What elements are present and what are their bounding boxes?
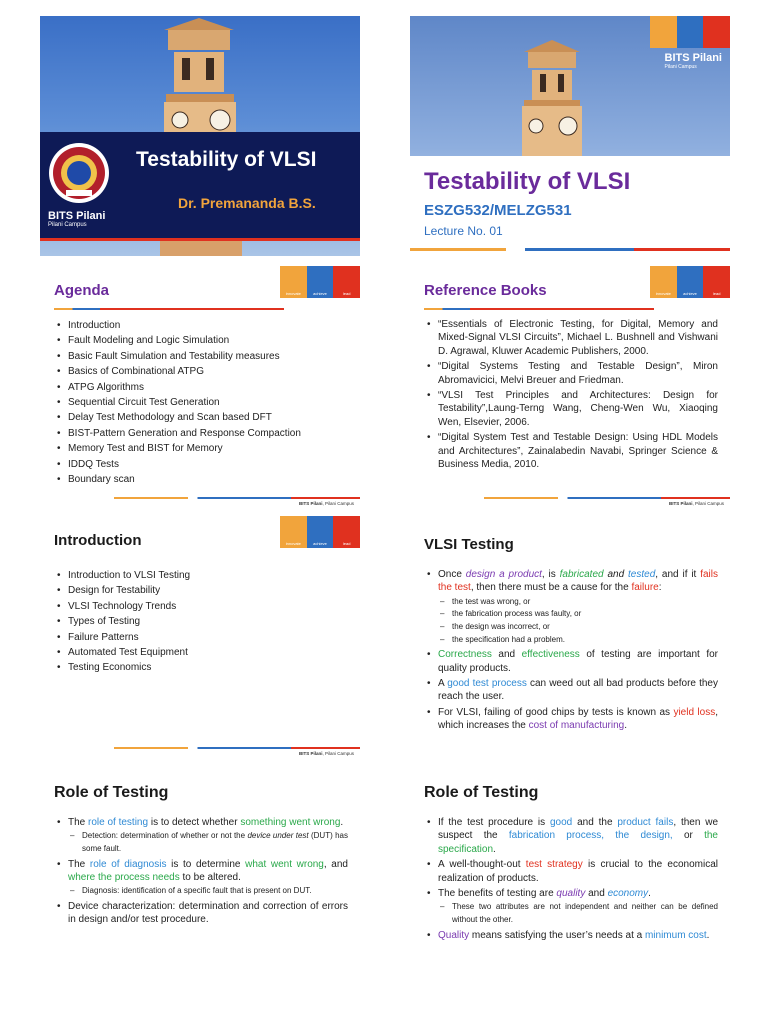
slide-heading: Reference Books [424, 282, 547, 299]
presentation-title: Testability of VLSI [136, 148, 317, 171]
list-item: • IDDQ Tests [54, 457, 348, 472]
sub-item: – the specification had a problem. [438, 634, 718, 647]
slide-heading: Agenda [54, 282, 110, 299]
list-item: • The role of testing is to detect whether something went wrong. – Detection: determination of whether or not the device under test (DUT) has some fault. [54, 816, 348, 856]
topic-list [54, 568, 348, 676]
slide-role-of-testing-1 [40, 766, 360, 1006]
sub-item: – the test was wrong, or [438, 596, 718, 609]
list-item: • For VLSI, failing of good chips by tests is known as yield loss, which increases the cost of manufacturing. [424, 706, 718, 733]
list-item: • Design for Testability [54, 583, 348, 598]
list-item: • “VLSI Test Principles and Architectures: Design for Testability”,Laung-Terng Wang, Cheng-Wen Wu, Xiaoqing Wen, Elsevier, 2006. [424, 389, 718, 429]
list-item: • Failure Patterns [54, 630, 348, 645]
lecture-number: Lecture No. 01 [424, 224, 503, 238]
list-item: • The benefits of testing are quality and economy. – These two attributes are not independent and neither can be defined without the other. [424, 887, 718, 927]
bits-logo: BITS Pilani Pilani Campus [48, 210, 106, 228]
course-title: Testability of VLSI [424, 168, 631, 195]
sub-item: – the fabrication process was faulty, or [438, 608, 718, 621]
list-item: • Types of Testing [54, 614, 348, 629]
divider [424, 308, 654, 310]
reference-list [424, 318, 718, 473]
footer-label: BITS Pilani, Pilani Campus [298, 751, 354, 756]
divider [410, 248, 730, 251]
list-item: • Device characterization: determination and correction of errors in design and/or test procedure. [54, 900, 348, 927]
sub-item: – the design was incorrect, or [438, 621, 718, 634]
brand-tabs [650, 16, 730, 48]
slide-heading: Role of Testing [424, 784, 539, 801]
slide-vlsi-testing [410, 516, 730, 756]
list-item: • Once design a product, is fabricated and tested, and if it fails the test, then there must be a cause for the failure: – the test was wrong, or – the fabrication process was faulty, or – the design was incorrect, or – the specification had a problem. [424, 568, 718, 646]
list-item: • Memory Test and BIST for Memory [54, 441, 348, 456]
brand-tabs: innovate achieve lead [650, 266, 730, 298]
list-item: • The role of diagnosis is to determine what went wrong, and where the process needs to be altered. – Diagnosis: identification of a specific fault that is present on DUT. [54, 858, 348, 898]
slide-title [40, 16, 360, 256]
brand-tabs: innovate achieve lead [280, 266, 360, 298]
footer-label: BITS Pilani, Pilani Campus [298, 501, 354, 506]
list-item: • VLSI Technology Trends [54, 599, 348, 614]
course-code: ESZG532/MELZG531 [424, 202, 572, 219]
slide-agenda [40, 266, 360, 506]
title-band [40, 132, 360, 238]
list-item: • Quality means satisfying the user’s needs at a minimum cost. [424, 929, 718, 942]
list-item: • Sequential Circuit Test Generation [54, 395, 348, 410]
slide-introduction [40, 516, 360, 756]
list-item: • Introduction to VLSI Testing [54, 568, 348, 583]
list-item: • “Essentials of Electronic Testing, for Digital, Memory and Mixed-Signal VLSI Circuits”, Michael L. Bushnell and Vishwani D. Agrawal, Kluwer Academic Publishers, 2000. [424, 318, 718, 358]
list-item: • Testing Economics [54, 660, 348, 675]
slide-heading: Introduction [54, 532, 142, 549]
slide-heading: VLSI Testing [424, 536, 514, 553]
bits-logo: BITS Pilani Pilani Campus [664, 52, 722, 70]
slide-reference-books [410, 266, 730, 506]
list-item: • A well-thought-out test strategy is crucial to the economical realization of products. [424, 858, 718, 885]
content-list [424, 816, 718, 944]
sub-item: – These two attributes are not independent and neither can be defined without the other. [438, 901, 718, 926]
list-item: • Basics of Combinational ATPG [54, 364, 348, 379]
list-item: • “Digital Systems Testing and Testable Design”, Miron Abromavicici, Melvi Breuer and Friedman. [424, 360, 718, 387]
slide-course-title [410, 16, 730, 256]
footer-divider [484, 497, 730, 499]
footer-divider [114, 747, 360, 749]
list-item: • If the test procedure is good and the product fails, then we suspect the fabrication process, the design, or the specification. [424, 816, 718, 856]
sub-item: – Diagnosis: identification of a specific fault that is present on DUT. [68, 885, 348, 898]
list-item: • Correctness and effectiveness of testing are important for quality products. [424, 648, 718, 675]
list-item: • Fault Modeling and Logic Simulation [54, 333, 348, 348]
list-item: • BIST-Pattern Generation and Response Compaction [54, 426, 348, 441]
list-item: • Delay Test Methodology and Scan based DFT [54, 410, 348, 425]
brand-tabs: innovate achieve lead [280, 516, 360, 548]
list-item: • “Digital System Test and Testable Design: Using HDL Models and Architectures”, Zainalabedin Navabi, Springer Science & Business Media, 2010. [424, 431, 718, 471]
list-item: • Boundary scan [54, 472, 348, 487]
agenda-list [54, 318, 348, 487]
content-list [54, 816, 348, 929]
list-item: • Introduction [54, 318, 348, 333]
slide-role-of-testing-2 [410, 766, 730, 1006]
slide-heading: Role of Testing [54, 784, 169, 801]
bits-emblem-icon [48, 142, 110, 204]
list-item: • A good test process can weed out all bad products before they reach the user. [424, 677, 718, 704]
footer-divider [114, 497, 360, 499]
divider [54, 308, 284, 310]
list-item: • Automated Test Equipment [54, 645, 348, 660]
divider [40, 238, 360, 241]
sub-item: – Detection: determination of whether or not the device under test (DUT) has some fault. [68, 830, 348, 855]
author-name: Dr. Premananda B.S. [178, 195, 316, 211]
content-list [424, 568, 718, 735]
list-item: • Basic Fault Simulation and Testability measures [54, 349, 348, 364]
footer-label: BITS Pilani, Pilani Campus [668, 501, 724, 506]
list-item: • ATPG Algorithms [54, 380, 348, 395]
